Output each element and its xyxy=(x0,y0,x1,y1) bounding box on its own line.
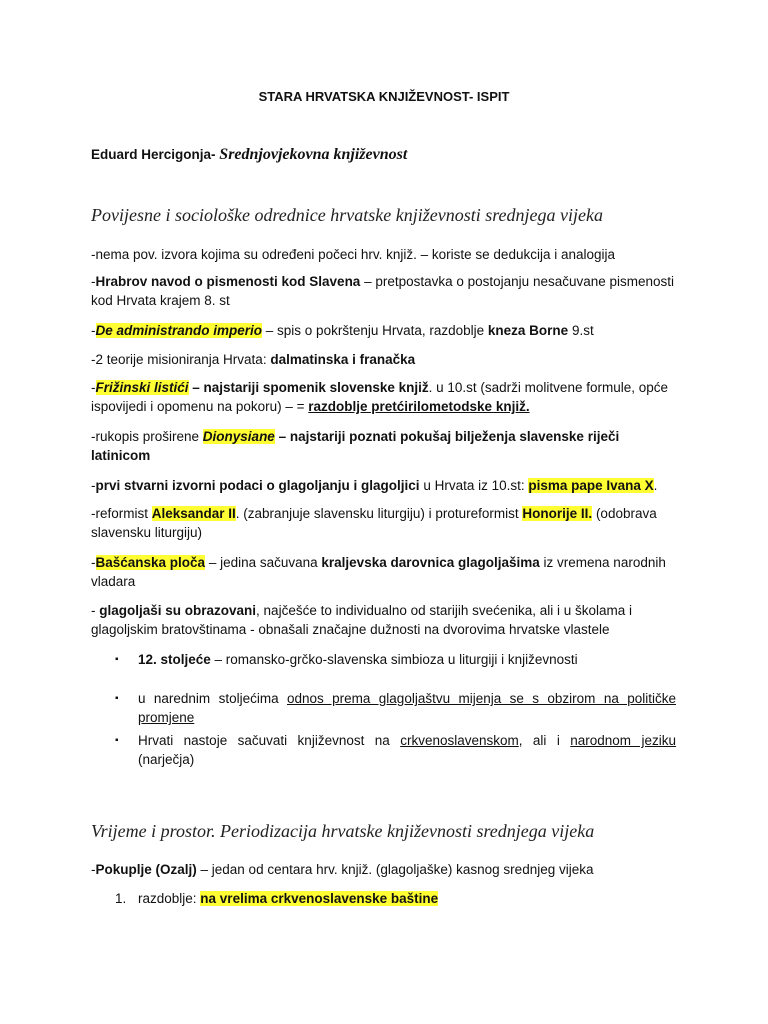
bold-run: prvi stvarni izvorni podaci o glagoljanju i glagoljici xyxy=(95,478,420,493)
paragraph-4 xyxy=(91,350,677,369)
document-title: STARA HRVATSKA KNJIŽEVNOST- ISPIT xyxy=(258,89,510,104)
text-run: . (zabranjuje slavensku liturgiju) i protureformist xyxy=(235,506,523,521)
bullet-item-1 xyxy=(138,650,676,669)
text-run: - xyxy=(91,380,96,395)
section-heading-1: Povijesne i sociološke odrednice hrvatske književnosti srednjega vijeka xyxy=(91,205,604,225)
text-run: - xyxy=(91,862,96,877)
text-run: . u 10.st (sadrži molitvene formule, opće ispovijedi i opomenu na pokoru) – = xyxy=(91,380,668,414)
text-run: , najčešće to individualno od starijih svećenika, ali i u školama i glagoljskim bratovštinama - obnašali značajne dužnosti na dvorovima hrvatske vlastele xyxy=(91,603,632,637)
underline-run: crkvenoslavenskom xyxy=(400,733,519,748)
bold-run: kneza Borne xyxy=(487,323,569,338)
paragraph-10 xyxy=(91,601,677,639)
paragraph-6 xyxy=(91,427,677,465)
text-run: -2 teorije misioniranja Hrvata: xyxy=(91,352,271,367)
text-run: – jedan od centara hrv. knjiž. (glagoljaške) kasnog srednjeg vijeka xyxy=(196,862,594,877)
underline-run: odnos prema glagoljaštvu mijenja se s obzirom na političke promjene xyxy=(138,691,676,725)
paragraph-9 xyxy=(91,553,677,591)
text-run: – pretpostavka o postojanju nesačuvane pismenosti kod Hrvata krajem 8. st xyxy=(91,274,675,308)
text-run: . xyxy=(653,478,658,493)
bold-run: glagoljaši su obrazovani xyxy=(99,603,257,618)
underline-run: narodnom jeziku xyxy=(570,733,676,748)
author-name: Eduard Hercigonja- xyxy=(91,147,216,162)
list-number: 1. xyxy=(115,891,127,906)
bold-run: dalmatinska i franačka xyxy=(270,352,416,367)
numbered-item-1 xyxy=(138,889,676,908)
bullet-marker: ▪ xyxy=(115,654,119,665)
highlight-run: na vrelima crkvenoslavenske baštine xyxy=(200,891,439,906)
work-title: Srednjovjekovna književnost xyxy=(219,146,408,163)
paragraph-7 xyxy=(91,476,677,495)
text-run: – jedina sačuvana xyxy=(205,555,322,570)
highlight-run: Frižinski listići xyxy=(95,380,189,395)
bold-run: kraljevska darovnica glagoljašima xyxy=(321,555,540,570)
bullet-item-3 xyxy=(138,731,676,769)
text-run: - xyxy=(91,323,96,338)
bullet-marker: ▪ xyxy=(115,693,119,704)
highlight-run: Dionysiane xyxy=(202,429,275,444)
section-heading-2: Vrijeme i prostor. Periodizacija hrvatske književnosti srednjega vijeka xyxy=(91,821,595,841)
paragraph-5 xyxy=(91,378,677,416)
text-run: - xyxy=(91,274,96,289)
paragraph-8 xyxy=(91,504,677,542)
text-run: u Hrvata iz 10.st: xyxy=(419,478,529,493)
text-run: - xyxy=(91,478,96,493)
author-line xyxy=(91,145,677,164)
text-run: Hrvati nastoje sačuvati književnost na xyxy=(138,733,401,748)
text-run: , ali i xyxy=(518,733,571,748)
paragraph-2 xyxy=(91,272,677,310)
bullet-item-2 xyxy=(138,689,676,727)
text-run: – spis o pokrštenju Hrvata, razdoblje xyxy=(262,323,488,338)
paragraph-1: -nema pov. izvora kojima su određeni počeci hrv. knjiž. – koriste se dedukcija i analogija xyxy=(91,247,616,262)
bold-run: 12. stoljeće xyxy=(138,652,211,667)
text-run: – romansko-grčko-slavenska simbioza u liturgiji i književnosti xyxy=(210,652,578,667)
text-run: 9.st xyxy=(568,323,594,338)
paragraph-3 xyxy=(91,321,677,340)
text-run: (narječja) xyxy=(138,752,195,767)
bold-run: Pokuplje (Ozalj) xyxy=(95,862,197,877)
text-run: (odobrava slavensku liturgiju) xyxy=(91,506,657,540)
text-run: u narednim stoljećima xyxy=(138,691,287,706)
text-run: - xyxy=(91,603,100,618)
bold-run: Hrabrov navod o pismenosti kod Slavena xyxy=(95,274,361,289)
text-run: iz vremena narodnih vladara xyxy=(91,555,666,589)
bullet-marker: ▪ xyxy=(115,735,119,746)
bold-underline-run: razdoblje pretćirilometodske knjiž. xyxy=(308,399,530,414)
highlight-run: Bašćanska ploča xyxy=(95,555,206,570)
bold-run: – najstariji spomenik slovenske knjiž xyxy=(188,380,429,395)
text-run: razdoblje: xyxy=(138,891,201,906)
bold-run: – najstariji poznati pokušaj bilježenja slavenske riječi latinicom xyxy=(91,429,620,463)
highlight-run: Honorije II. xyxy=(522,506,593,521)
highlight-run: Aleksandar II xyxy=(151,506,236,521)
paragraph-11 xyxy=(91,860,677,879)
highlight-run: pisma pape Ivana X xyxy=(528,478,654,493)
text-run: -rukopis proširene xyxy=(91,429,203,444)
text-run: - xyxy=(91,555,96,570)
highlight-run: De administrando imperio xyxy=(95,323,263,338)
text-run: -reformist xyxy=(91,506,152,521)
